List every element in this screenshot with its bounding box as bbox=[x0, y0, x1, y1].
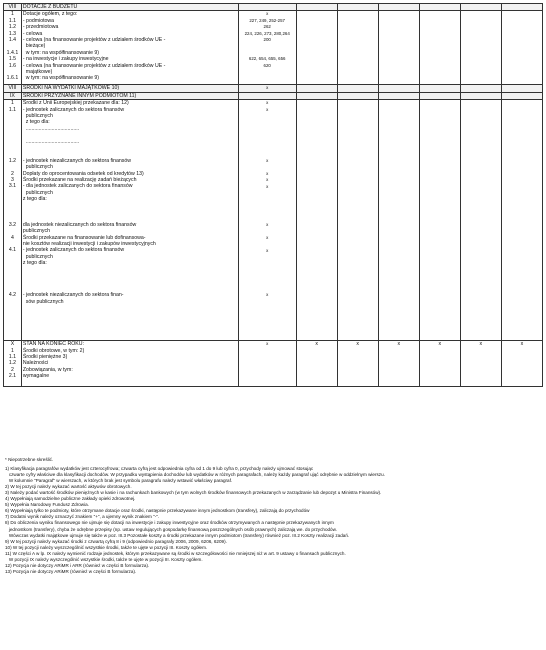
value-cell bbox=[337, 11, 378, 85]
row-number: 2 bbox=[11, 366, 14, 373]
table-body bbox=[4, 4, 543, 387]
row-label: STAN NA KONIEC ROKU: bbox=[22, 341, 84, 348]
table-row bbox=[4, 92, 543, 99]
row-number-cell bbox=[4, 100, 22, 341]
row-label: Środki z Unii Europejskiej przekazane dla: 12) bbox=[22, 100, 129, 107]
row-label: w tym: na współfinansowanie 9) bbox=[22, 49, 100, 56]
value-cell bbox=[501, 92, 542, 99]
value-cell bbox=[501, 4, 542, 11]
row-number: 1.2 bbox=[8, 360, 17, 367]
row-label: Środki przekazane na realizację zadań bieżących bbox=[22, 177, 137, 184]
row-label-cell bbox=[21, 341, 238, 387]
footnotes bbox=[5, 457, 541, 575]
row-label: Środki przekazane na finansowanie lub dofinansowa- bbox=[22, 234, 146, 241]
row-number: 1.1 bbox=[8, 106, 17, 113]
value-cell bbox=[501, 100, 542, 341]
row-number: 2.1 bbox=[8, 373, 17, 380]
row-number: X bbox=[10, 341, 15, 348]
row-number: 4.2 bbox=[8, 292, 17, 299]
footnote-line: 11) W części A w lp. IX należy wymienić rodzaje jednostek, którym przekazywane są środki w szczegółowości nie mniejszej niż w art. 9 ustawy o finansach publicznych. bbox=[5, 550, 346, 556]
value-cell bbox=[296, 92, 337, 99]
row-number: IX bbox=[9, 92, 15, 99]
row-label-cell bbox=[21, 11, 238, 85]
row-label: - przedmiotowa bbox=[22, 24, 59, 31]
value-cell bbox=[419, 4, 460, 11]
footnote-line: Wówczas wydatki majątkowe ujmuje się także w poz. III.3 Pozostałe koszty a środki przekazane innym podmiotom (transfery) również poz. III.2 Koszty realizacji zadań. bbox=[5, 532, 350, 538]
row-label: Dopłaty do oprocentowania odsetek od kredytów 13) bbox=[22, 170, 144, 177]
row-label: sów publicznych bbox=[22, 298, 64, 305]
row-label: bieżące) bbox=[22, 43, 46, 50]
row-label: dla jednostek niezaliczanych do sektora finansów bbox=[22, 221, 137, 228]
footnote-line: 13) Pozycja nie dotyczy ARiMR (również w części B formularza). bbox=[5, 568, 137, 574]
footnote-line: * Niepotrzebne skreślić. bbox=[5, 457, 54, 462]
value-cell bbox=[419, 85, 460, 92]
value-cell bbox=[337, 85, 378, 92]
paragraph-cell: x 227, 249, 252-257 262 224, 226, 273, 280,264 200 622, 654, 655, 656 620 bbox=[238, 11, 296, 85]
value-cell bbox=[419, 100, 460, 341]
value-cell bbox=[378, 4, 419, 11]
row-label: Zobowiązania, w tym: bbox=[22, 366, 73, 373]
paragraph-cell: x bbox=[238, 85, 296, 92]
footnote-line: 9) W tej pozycji należy wykazać środki z czwartą cyfrą 8 i 9 (odpowiednio paragrafy 2006, 2009, 6206, 6209). bbox=[5, 538, 227, 544]
row-number: 1.6 bbox=[8, 62, 17, 69]
paragraph-cell bbox=[238, 4, 296, 11]
row-number-cell bbox=[4, 4, 22, 11]
footnote-line: 10) W tej pozycji należy wyszczególnić wszystkie środki, także te ujęte w pozycji III. Koszty ogółem. bbox=[5, 544, 208, 550]
value-cell bbox=[337, 100, 378, 341]
value-cell bbox=[296, 4, 337, 11]
row-label-cell bbox=[21, 85, 238, 92]
footnote-line: 4) Wypełniają samodzielne publiczne zakłady opieki zdrowotnej. bbox=[5, 496, 136, 502]
row-label: majątkowe) bbox=[22, 69, 53, 76]
value-cell bbox=[419, 92, 460, 99]
table-row bbox=[4, 4, 543, 11]
row-number: 1.1 bbox=[8, 354, 17, 361]
row-label: DOTACJE Z BUDŻETU bbox=[22, 4, 78, 10]
row-label: z tego dla: bbox=[22, 196, 47, 203]
value-cell bbox=[296, 11, 337, 85]
footnote-line: 7) Dodatni wynik należy oznaczyć znakiem "+", a ujemny wynik znakiem "-". bbox=[5, 514, 160, 520]
row-number: 1 bbox=[11, 347, 14, 354]
value-cell bbox=[501, 11, 542, 85]
row-number-cell bbox=[4, 92, 22, 99]
value-cell bbox=[460, 85, 501, 92]
row-number: 1 bbox=[11, 100, 14, 107]
value-cell bbox=[460, 11, 501, 85]
row-number: 1.1 bbox=[8, 17, 17, 24]
row-number: 1.4.1 bbox=[6, 49, 19, 56]
footnote-line: 6) Wypełniają tylko te podmioty, które otrzymane dotacje oraz środki, następnie przekazywane innym jednostkom (transfery), zaliczają do przychodów bbox=[5, 508, 310, 514]
row-number-cell bbox=[4, 11, 22, 85]
footnote-line: 1) Klasyfikacja paragrafów wydatków jest czterocyfrowa; czwarta cyfrą jest odpowiednia cyfra od 1 do 9 lub cyfra 0, przychody należy ujmować stosując bbox=[5, 466, 314, 472]
value-cell bbox=[419, 11, 460, 85]
row-label: z tego dla: bbox=[22, 119, 50, 126]
footnote-line: W kolumnie "Paragraf" w wierszach, w których brak jest symbolu paragrafu należy wstawić właściwy paragraf. bbox=[5, 478, 233, 484]
row-label: ..................................... bbox=[22, 138, 80, 145]
row-label: Środki obrotowe, w tym: 2) bbox=[22, 347, 85, 354]
row-number: 3.2 bbox=[8, 221, 17, 228]
footnote-line: 12) Pozycja nie dotyczy ARiMR i ARR (również w części B formularza). bbox=[5, 562, 150, 568]
row-label: z tego dla: bbox=[22, 260, 47, 267]
row-label: - na inwestycje i zakupy inwestycyjne bbox=[22, 56, 109, 63]
value-cell bbox=[337, 92, 378, 99]
value-cell bbox=[501, 85, 542, 92]
row-label: publicznych bbox=[22, 228, 50, 235]
financial-plan-table bbox=[3, 3, 543, 387]
table-row bbox=[4, 85, 543, 92]
row-label: - celowa (na finansowanie projektów z udziałem środków UE - bbox=[22, 62, 166, 69]
row-label: - celowa bbox=[22, 30, 43, 37]
row-number: 1.5 bbox=[8, 56, 17, 63]
row-number: 3.1 bbox=[8, 183, 17, 190]
value-cell: x bbox=[337, 341, 378, 387]
value-cell bbox=[460, 4, 501, 11]
footnote-line: 2) W tej pozycji należy wykazać wartość aktywów obrotowych. bbox=[5, 484, 132, 490]
row-label: - jednostek niezaliczanych do sektora finansów bbox=[22, 157, 132, 164]
value-cell bbox=[337, 4, 378, 11]
paragraph-cell bbox=[238, 92, 296, 99]
row-number: 4 bbox=[11, 234, 14, 241]
footnote-line: 3) Należy podać wartość środków pieniężnych w kasie i na rachunkach bankowych (w tym wolnych środków finansowych przekazanych w zarządzanie lub depozyt u Ministra Finansów). bbox=[5, 490, 382, 496]
value-cell: x bbox=[501, 341, 542, 387]
row-label: Środki pieniężne 3) bbox=[22, 354, 68, 361]
table-row bbox=[4, 341, 543, 387]
row-number: 1 bbox=[11, 11, 14, 18]
row-label: - jednostek zaliczanych do sektora finansów bbox=[22, 247, 125, 254]
value-cell: x bbox=[419, 341, 460, 387]
row-number: 1.2 bbox=[8, 157, 17, 164]
row-label-cell bbox=[21, 92, 238, 99]
row-label-cell bbox=[21, 100, 238, 341]
row-number: 3 bbox=[11, 176, 14, 183]
row-label-cell bbox=[21, 4, 238, 11]
row-label: nie kosztów realizacji inwestycji i zakupów inwestycyjnych bbox=[22, 241, 156, 248]
row-label: wymagalne bbox=[22, 373, 50, 380]
value-cell bbox=[296, 100, 337, 341]
row-number: 1.6.1 bbox=[6, 75, 19, 82]
row-label: publicznych bbox=[22, 164, 53, 171]
row-number: 2 bbox=[11, 170, 14, 177]
value-cell bbox=[460, 100, 501, 341]
footnote-line: W pozycji IX należy wyszczególnić wszystkie środki, także te ujęte w pozycji III. Koszty ogółem. bbox=[5, 556, 203, 562]
row-label: Należności bbox=[22, 360, 49, 367]
row-label: publicznych bbox=[22, 113, 53, 120]
footnote-line: 5) Wypełnia Narodowy Fundusz Zdrowia. bbox=[5, 502, 89, 508]
row-label: ŚRODKI PRZYZNANE INNYM PODMIOTOM 11) bbox=[22, 92, 137, 99]
value-cell bbox=[378, 11, 419, 85]
row-number-cell bbox=[4, 85, 22, 92]
row-number bbox=[5, 298, 20, 304]
value-cell bbox=[460, 92, 501, 99]
paragraph-cell: x bbox=[238, 341, 296, 387]
value-cell: x bbox=[296, 341, 337, 387]
row-label: ..................................... bbox=[22, 125, 80, 132]
value-cell bbox=[378, 92, 419, 99]
row-label: - jednostek zaliczanych do sektora finansów bbox=[22, 106, 125, 113]
row-number: VIII bbox=[8, 4, 17, 10]
row-label: - dla jednostek zaliczanych do sektora finansów bbox=[22, 183, 133, 190]
table-row bbox=[4, 100, 543, 341]
row-label: ŚRODKI NA WYDATKI MAJĄTKOWE 10) bbox=[22, 85, 120, 92]
row-label: - jednostek niezaliczanych do sektora finan- bbox=[22, 292, 124, 299]
row-label: w tym: na współfinansowanie 9) bbox=[22, 75, 100, 82]
row-number: 1.3 bbox=[8, 30, 17, 37]
row-number: VIII bbox=[8, 85, 17, 92]
row-label: - podmiotowa bbox=[22, 17, 55, 24]
value-cell: x bbox=[378, 341, 419, 387]
footnote-line: jednostkom (transfery), chyba że odrębne przepisy (np. ustaw regulujących gospodarkę finansową poszczególnych osób prawnych) zaliczają we. do przychodów. bbox=[5, 526, 337, 532]
footnote-line: 8) Do obliczenia wyniku finansowego nie ujmuje się dotacji na inwestycje i zakupy inwestycyjne oraz środków otrzymywanych a następnie przekazywanych innym bbox=[5, 520, 334, 526]
value-cell bbox=[296, 85, 337, 92]
row-label: publicznych bbox=[22, 253, 53, 260]
row-label: Dotacje ogółem, z tego: bbox=[22, 11, 78, 18]
row-label: - celowa (na finansowanie projektów z udziałem środków UE - bbox=[22, 37, 166, 44]
row-label: publicznych bbox=[22, 189, 53, 196]
paragraph-cell: x x x x x x x x x x bbox=[238, 100, 296, 341]
value-cell bbox=[378, 85, 419, 92]
footnote-line: czwarte cyfry właściwe dla klasyfikacji dochodów. W przypadku wystąpienia dochodów lub wydatków w różnych paragrafach, należy każdy paragraf ująć odrębnie w oddzielnym wierszu. bbox=[5, 472, 385, 478]
row-number-cell bbox=[4, 341, 22, 387]
value-cell: x bbox=[460, 341, 501, 387]
row-number: 1.2 bbox=[8, 24, 17, 31]
value-cell bbox=[378, 100, 419, 341]
row-number: 1.4 bbox=[8, 37, 17, 44]
table-row bbox=[4, 11, 543, 85]
row-number: 4.1 bbox=[8, 247, 17, 254]
